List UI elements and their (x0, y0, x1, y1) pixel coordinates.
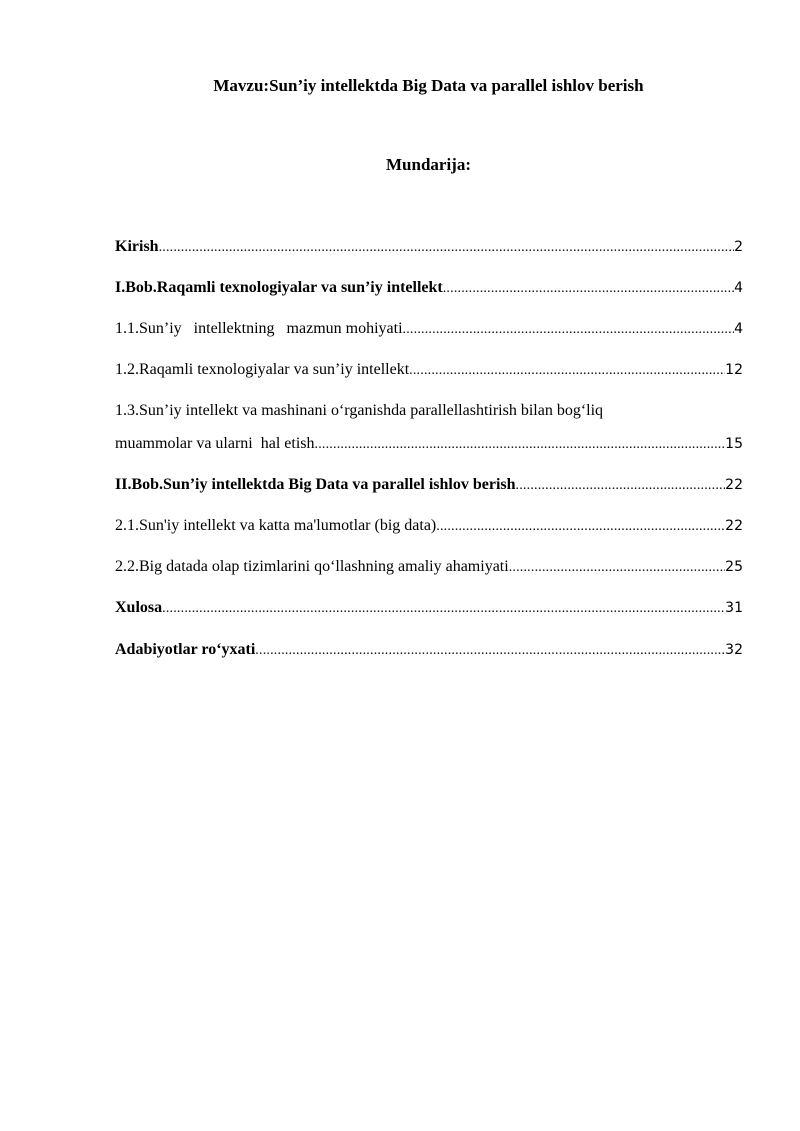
toc-dot-leader (409, 359, 725, 383)
toc-entry-section-1-2[interactable] (115, 358, 743, 382)
toc-dot-leader (255, 639, 725, 663)
toc-entry-chapter-2[interactable] (115, 473, 743, 497)
toc-entry-label: 2.2.Big datada olap tizimlarini qo‘llashning amaliy ahamiyati (115, 558, 509, 575)
toc-dot-leader (443, 277, 734, 301)
toc-dot-leader (159, 236, 735, 260)
toc-entry-label: Adabiyotlar ro‘yxati (115, 641, 256, 658)
document-title: Mavzu:Sun’iy intellektda Big Data va parallel ishlov berish (213, 76, 644, 95)
toc-entry-section-1-3-line1[interactable]: 1.3.Sun’iy intellekt va mashinani o‘rganishda parallellashtirish bilan bog‘liq (115, 402, 604, 419)
toc-page-number: 22 (725, 518, 743, 534)
toc-entry-references[interactable] (115, 638, 743, 662)
toc-entry-section-2-2[interactable] (115, 555, 743, 579)
toc-page-number: 12 (725, 362, 743, 378)
toc-page-number: 15 (725, 436, 743, 452)
toc-entry-label: muammolar va ularni hal etish (115, 435, 315, 452)
toc-entry-label: II.Bob.Sun’iy intellektda Big Data va parallel ishlov berish (115, 476, 516, 493)
toc-entry-section-2-1[interactable] (115, 514, 743, 538)
toc-page-number: 31 (725, 600, 743, 616)
toc-entry-section-1-1[interactable] (115, 317, 743, 341)
toc-page-number: 25 (725, 559, 743, 575)
toc-dot-leader (509, 556, 725, 580)
toc-entry-label: 1.2.Raqamli texnologiyalar va sun’iy intellekt (115, 361, 410, 378)
toc-dot-leader (315, 433, 726, 457)
toc-entry-label: I.Bob.Raqamli texnologiyalar va sun’iy intellekt (115, 279, 443, 296)
toc-page-number: 4 (734, 280, 743, 296)
toc-page-number: 32 (725, 642, 743, 658)
toc-entry-xulosa[interactable] (115, 596, 743, 620)
toc-entry-label: Xulosa (115, 599, 163, 616)
toc-page-number: 4 (734, 321, 743, 337)
toc-entry-label: 1.1.Sun’iy intellektning mazmun mohiyati (115, 320, 403, 337)
toc-entry-label: 2.1.Sun'iy intellekt va katta ma'lumotlar (big data) (115, 517, 437, 534)
toc-entry-section-1-3[interactable] (115, 432, 743, 456)
toc-dot-leader (162, 597, 725, 621)
toc-dot-leader (516, 474, 726, 498)
toc-entry-kirish[interactable] (115, 235, 743, 259)
toc-entry-label: Kirish (115, 238, 159, 255)
toc-dot-leader (436, 515, 725, 539)
toc-page-number: 22 (725, 477, 743, 493)
toc-dot-leader (403, 318, 735, 342)
toc-heading: Mundarija: (386, 155, 471, 174)
toc-page-number: 2 (734, 239, 743, 255)
toc-entry-chapter-1[interactable] (115, 276, 743, 300)
